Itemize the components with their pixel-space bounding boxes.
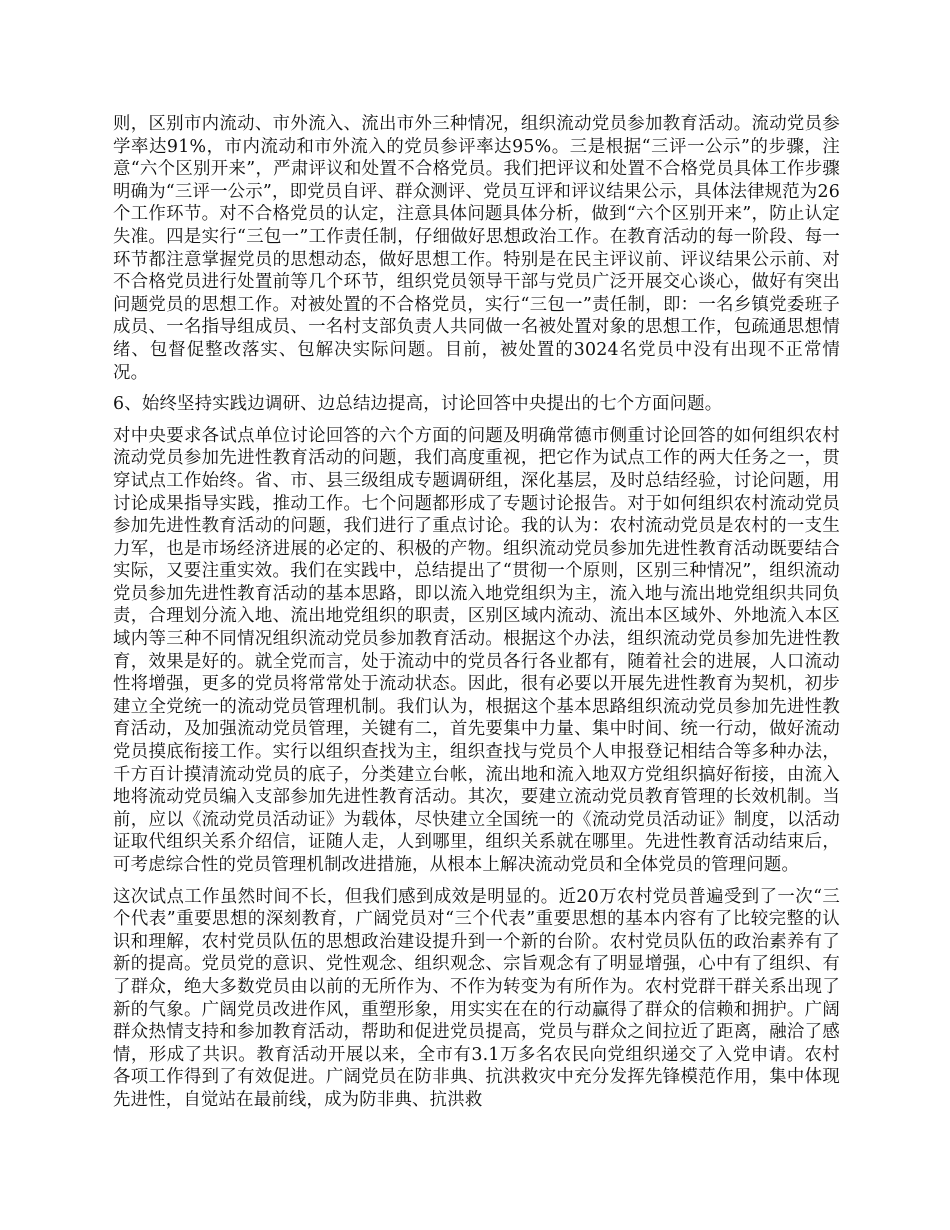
paragraph-evaluation-process: 则，区别市内流动、市外流入、流出市外三种情况，组织流动党员参加教育活动。流动党员参学率达91%，市内流动和市外流入的党员参评率达95%。三是根据“三评一公示”的步骤，注意“六个区别开来”，严肃评议和处置不合格党员。我们把评议和处置不合格党员具体工作步骤明确为“三评一公示”，即党员自评、群众测评、党员互评和评议结果公示，具体法律规范为26个工作环节。对不合格党员的认定，注意具体问题具体分析，做到“六个区别开来”，防止认定失准。四是实行“三包一”工作责任制，仔细做好思想政治工作。在教育活动的每一阶段、每一环节都注意掌握党员的思想动态，做好思想工作。特别是在民主评议前、评议结果公示前、对不合格党员进行处置前等几个环节，组织党员领导干部与党员广泛开展交心谈心，做好有突出问题党员的思想工作。对被处置的不合格党员，实行“三包一”责任制，即：一名乡镇党委班子成员、一名指导组成员、一名村支部负责人共同做一名被处置对象的思想工作，包疏通思想情绪、包督促整改落实、包解决实际问题。目前，被处置的3024名党员中没有出现不正常情况。 — [113, 114, 840, 383]
paragraph-results-summary: 这次试点工作虽然时间不长，但我们感到成效是明显的。近20万农村党员普遍受到了一次“三个代表”重要思想的深刻教育，广阔党员对“三个代表”重要思想的基本内容有了比较完整的认识和理解，农村党员队伍的思想政治建设提升到一个新的台阶。农村党员队伍的政治素养有了新的提高。党员党的意识、党性观念、组织观念、宗旨观念有了明显增强，心中有了组织、有了群众，绝大多数党员由以前的无所作为、不作为转变为有所作为。农村党群干群关系出现了新的气象。广阔党员改进作风，重塑形象，用实实在在的行动赢得了群众的信赖和拥护。广阔群众热情支持和参加教育活动，帮助和促进党员提高，党员与群众之间拉近了距离，融洽了感情，形成了共识。教育活动开展以来，全市有3.1万多名农民向党组织递交了入党申请。农村各项工作得到了有效促进。广阔党员在防非典、抗洪救灾中充分发挥先锋模范作用，集中体现先进性，自觉站在最前线，成为防非典、抗洪救 — [113, 886, 840, 1110]
paragraph-mobile-members-discussion: 对中央要求各试点单位讨论回答的六个方面的问题及明确常德市侧重讨论回答的如何组织农村流动党员参加先进性教育活动的问题，我们高度重视，把它作为试点工作的两大任务之一，贯穿试点工作始终。省、市、县三级组成专题调研组，深化基层，及时总结经验，讨论问题，用讨论成果指导实践，推动工作。七个问题都形成了专题讨论报告。对于如何组织农村流动党员参加先进性教育活动的问题，我们进行了重点讨论。我的认为：农村流动党员是农村的一支生力军，也是市场经济进展的必定的、积极的产物。组织流动党员参加先进性教育活动既要结合实际，又要注重实效。我们在实践中，总结提出了“贯彻一个原则，区别三种情况”，组织流动党员参加先进性教育活动的基本思路，即以流入地党组织为主，流入地与流出地党组织共同负责，合理划分流入地、流出地党组织的职责，区别区域内流动、流出本区域外、外地流入本区域内等三种不同情况组织流动党员参加教育活动。根据这个办法，组织流动党员参加先进性教育，效果是好的。就全党而言，处于流动中的党员各行各业都有，随着社会的进展，人口流动性将增强，更多的党员将常常处于流动状态。因此，很有必要以开展先进性教育为契机，初步建立全党统一的流动党员管理机制。我们认为，根据这个基本思路组织流动党员参加先进性教育活动，及加强流动党员管理，关键有二，首先要集中力量、集中时间、统一行动，做好流动党员摸底衔接工作。实行以组织查找为主，组织查找与党员个人申报登记相结合等多种办法，千方百计摸清流动党员的底子，分类建立台帐，流出地和流入地双方党组织搞好衔接，由流入地将流动党员编入支部参加先进性教育活动。其次，要建立流动党员教育管理的长效机制。当前，应以《流动党员活动证》为载体，尽快建立全国统一的《流动党员活动证》制度，以活动证取代组织关系介绍信，证随人走，人到哪里，组织关系就在哪里。先进性教育活动结束后，可考虑综合性的党员管理机制改进措施，从根本上解决流动党员和全体党员的管理问题。 — [113, 425, 840, 875]
section-heading-6: 6、始终坚持实践边调研、边总结边提高，讨论回答中央提出的七个方面问题。 — [113, 394, 723, 415]
document-body — [113, 113, 840, 1121]
